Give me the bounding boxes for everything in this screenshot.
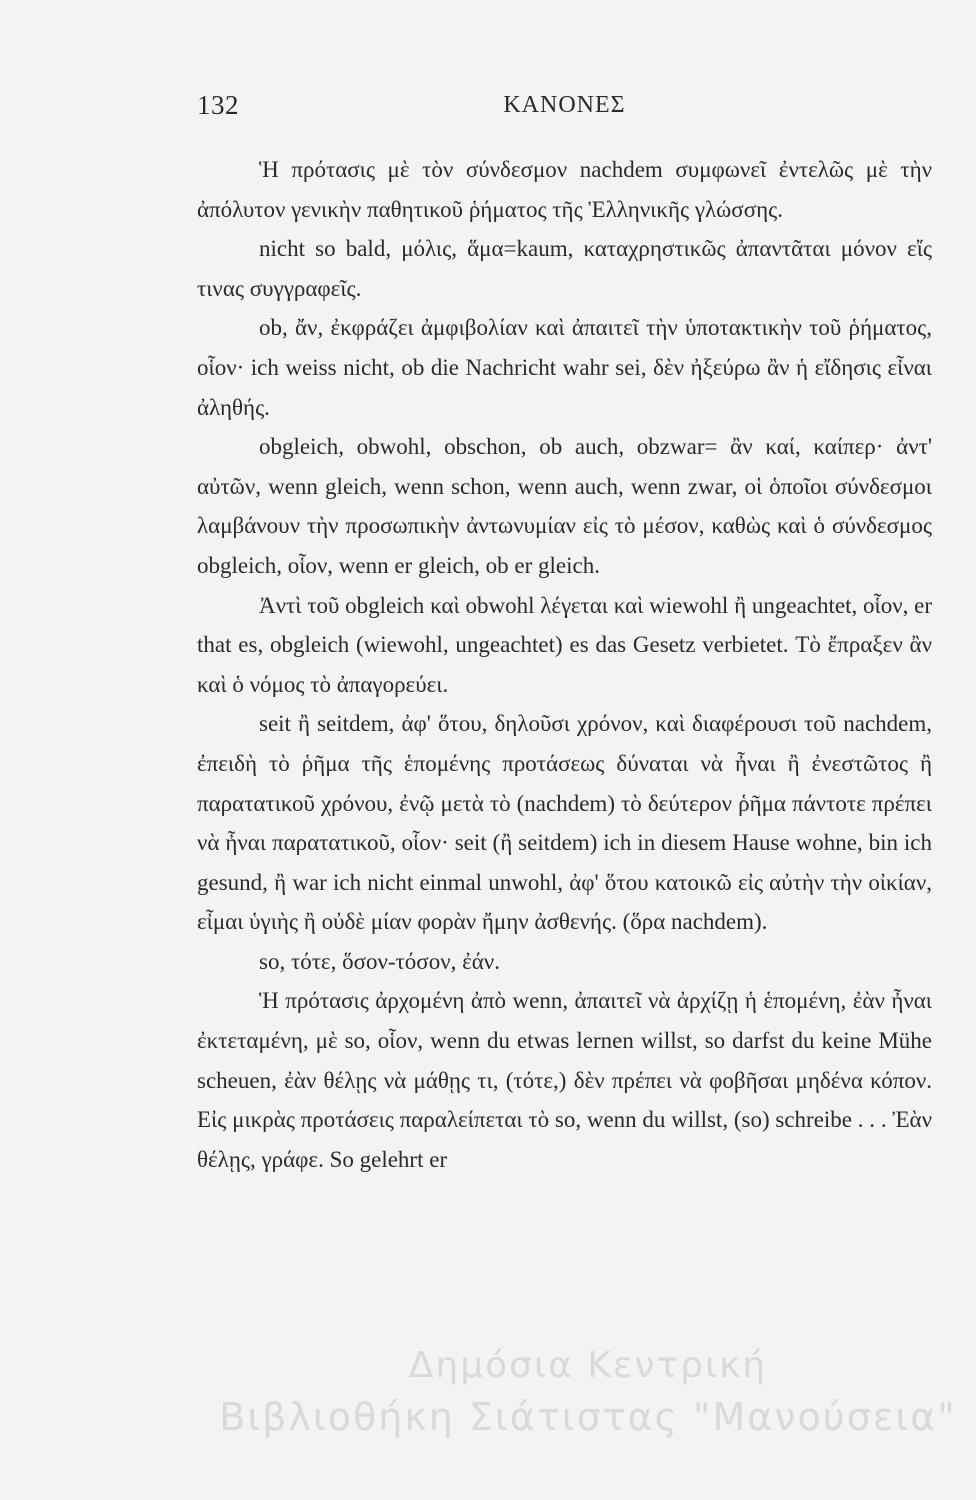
running-head: ΚΑΝΟΝΕΣ — [503, 92, 626, 118]
paragraph-seit: seit ἢ seitdem, ἀφ' ὅτου, δηλοῦσι χρόνον, καὶ διαφέρουσι τοῦ nachdem, ἐπειδὴ τὸ ῥῆμα τῆς ἑπομένης προτάσεως δύναται νὰ ἦναι ἢ ἐνεστῶτος ἢ παρατατικοῦ χρόνου, ἐνῷ μετὰ τὸ (nachdem) τὸ δεύτερον ῥῆμα πάντοτε πρέπει νὰ ἦναι παρατατικοῦ, οἷον· seit (ἢ seitdem) ich in diesem Hause wohne, bin ich gesund, ἢ war ich nicht einmal unwohl, ἀφ' ὅτου κατοικῶ εἰς αὐτὴν τὴν οἰκίαν, εἶμαι ὑγιὴς ἢ οὐδὲ μίαν φορὰν ἤμην ἀσθενής. (ὅρα nachdem). — [197, 711, 932, 935]
library-watermark-line-1: Δημόσια Κεντρική — [408, 1345, 768, 1386]
paragraph-nachdem: Ἡ πρότασις μὲ τὸν σύνδεσμον nachdem συμφωνεῖ ἐντελῶς μὲ τὴν ἀπόλυτον γενικὴν παθητικοῦ ῥήματος τῆς Ἑλληνικῆς γλώσσης. — [197, 157, 932, 222]
library-watermark-line-2: Βιβλιοθήκη Σιάτιστας "Μανούσεια" — [219, 1395, 957, 1439]
paragraph-ob: ob, ἄν, ἐκφράζει ἀμφιβολίαν καὶ ἀπαιτεῖ τὴν ὑποτακτικὴν τοῦ ῥήματος, οἷον· ich weiss nicht, ob die Nachricht wahr sei, δὲν ἠξεύρω ἂν ἡ εἴδησις εἶναι ἀληθής. — [197, 315, 932, 420]
page-header — [197, 90, 932, 130]
page-number: 132 — [197, 90, 239, 120]
paragraph-nicht-so-bald: nicht so bald, μόλις, ἅμα=kaum, καταχρηστικῶς ἀπαντᾶται μόνον εἴς τινας συγγραφεῖς. — [197, 236, 932, 301]
paragraph-wenn: Ἡ πρότασις ἀρχομένη ἀπὸ wenn, ἀπαιτεῖ νὰ ἀρχίζῃ ἡ ἑπομένη, ἐὰν ἦναι ἐκτεταμένη, μὲ so, οἷον, wenn du etwas lernen willst, so darfst du keine Mühe scheuen, ἐὰν θέλῃς νὰ μάθῃς τι, (τότε,) δὲν πρέπει νὰ φοβῆσαι μηδένα κόπον. Εἰς μικρὰς προτάσεις παραλείπεται τὸ so, wenn du willst, (so) schreibe . . . Ἐὰν θέλῃς, γράφε. So gelehrt er — [197, 988, 932, 1172]
paragraph-obgleich: obgleich, obwohl, obschon, ob auch, obzwar= ἂν καί, καίπερ· ἀντ' αὐτῶν, wenn gleich, wenn schon, wenn auch, wenn zwar, οἱ ὁποῖοι σύνδεσμοι λαμβάνουν τὴν προσωπικὴν ἀντωνυμίαν εἰς τὸ μέσον, καθὼς καὶ ὁ σύνδεσμος obgleich, οἷον, wenn er gleich, ob er gleich. — [197, 434, 932, 578]
body-text — [197, 150, 932, 1179]
paragraph-wiewohl: Ἀντὶ τοῦ obgleich καὶ obwohl λέγεται καὶ wiewohl ἢ ungeachtet, οἷον, er that es, obgleich (wiewohl, ungeachtet) es das Gesetz verbietet. Τὸ ἔπραξεν ἂν καὶ ὁ νόμος τὸ ἀπαγορεύει. — [197, 592, 932, 697]
paragraph-so: so, τότε, ὅσον-τόσον, ἐάν. — [259, 948, 500, 974]
